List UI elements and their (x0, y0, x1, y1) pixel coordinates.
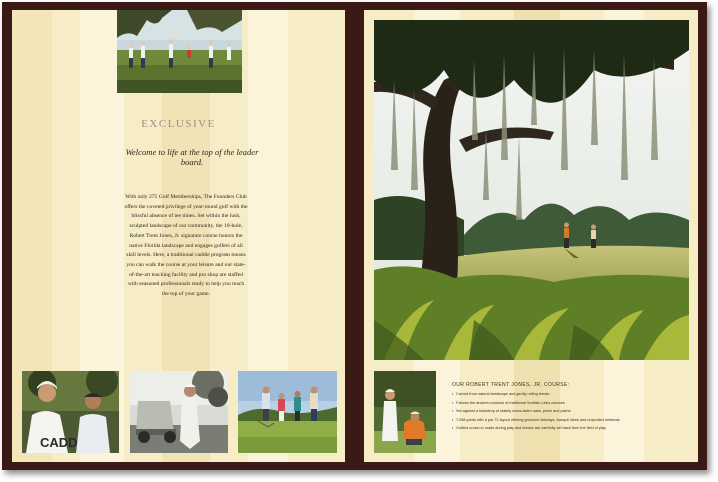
golfers-reading-green-photo (374, 371, 436, 453)
course-feature-list (452, 390, 688, 433)
left-page (12, 10, 345, 462)
list-item: • Set against a backdrop of stately moss-laden oaks, pines and palms (452, 407, 688, 416)
golfers-on-green-photo (238, 371, 337, 453)
body-copy: With only 275 Golf Memberships, The Founders Club offers the coveted privilege of year-round golf with the blissful absence of tee times. Set within the lush, sculpted landscape of our community, the 18-hole, Robert Trent Jones, Jr. signature course honors the native Florida landscape and engages golfers of all skill levels. Here, a traditional caddie program means you can walk the course at your leisure and our state-of-the-art teaching facility and pro shop are staffed with seasoned professionals ready to help you reach the top of your game. (124, 194, 248, 298)
tagline: Welcome to life at the top of the leader board. (125, 147, 259, 167)
list-item: • Golfers cross no roads during play and homes are carefully set back from the field of play (452, 424, 688, 433)
list-item: • 7,098 yards with a par 72 layout offering groomed fairways, tranquil lakes and unspoiled wetlands (452, 416, 688, 425)
right-page (364, 10, 698, 462)
list-item: • Follows the ancient contours of traditional Scottish Links courses (452, 399, 688, 408)
golf-cart-photo (130, 371, 228, 453)
section-heading: EXCLUSIVE (141, 118, 216, 130)
course-heading: OUR ROBERT TRENT JONES, JR. COURSE: (452, 382, 570, 388)
brochure-frame (2, 2, 707, 470)
moss-oak-fairway-photo (374, 20, 689, 360)
golfers-group-photo (117, 10, 242, 93)
list-item: • Carved from natural landscape and gently rolling terrain (452, 390, 688, 399)
caddies-photo (22, 371, 119, 453)
caddie-shirt-lettering: CADD (40, 435, 78, 450)
